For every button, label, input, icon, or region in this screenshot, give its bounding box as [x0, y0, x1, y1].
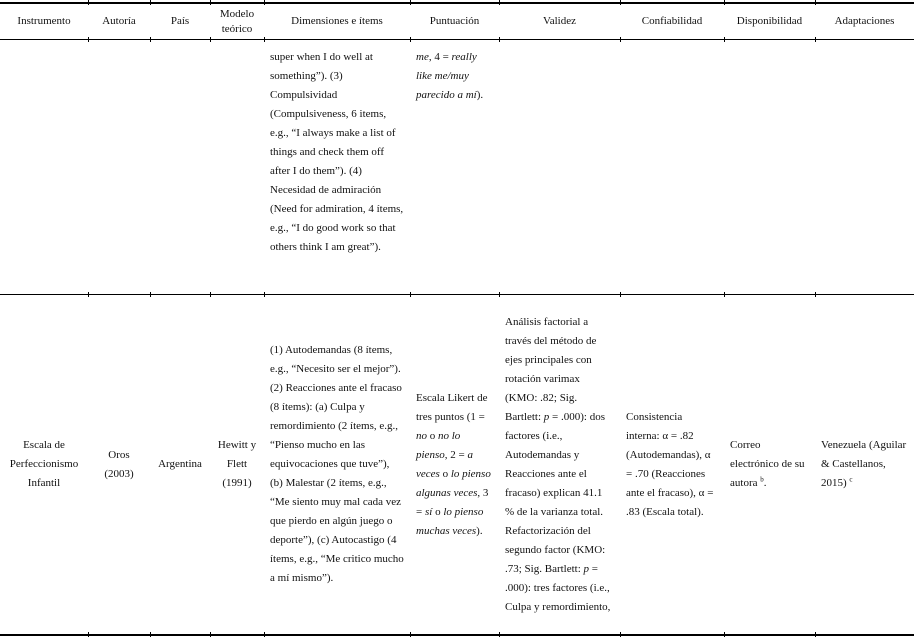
- text-segment: really like me/muy parecido a mí: [416, 51, 477, 101]
- table-cell: [724, 295, 815, 636]
- table-cell: [264, 40, 410, 295]
- paper-table: [0, 2, 914, 636]
- text-segment: me: [416, 51, 429, 63]
- text-segment: Consistencia interna: α = .82 (Autodemandas), α = .70 (Reacciones ante el fracaso), α = .83 (Escala total).: [626, 410, 714, 518]
- table-cell: [620, 295, 724, 636]
- column-tick: [410, 37, 411, 42]
- table-header: [0, 3, 914, 40]
- table-cell: [499, 295, 620, 636]
- column-tick: [88, 37, 89, 42]
- column-tick: [724, 292, 725, 297]
- table-cell: [210, 295, 264, 636]
- text-segment: lo pienso algunas veces: [416, 467, 491, 499]
- text-segment: Análisis factorial a través del método de ejes principales con rotación varimax (KMO: .82; Sig. Bartlett:: [505, 315, 597, 423]
- table-cell: [724, 40, 815, 295]
- column-tick: [210, 37, 211, 42]
- column-tick: [815, 37, 816, 42]
- text-segment: , 3 =: [416, 486, 489, 518]
- column-header-validez: Validez: [499, 3, 620, 40]
- text-segment: Escala de Perfeccionismo Infantil: [9, 439, 79, 489]
- column-tick: [210, 292, 211, 297]
- column-tick: [264, 37, 265, 42]
- text-segment: o: [439, 467, 451, 480]
- table-cell: [620, 40, 724, 295]
- column-tick: [410, 292, 411, 297]
- column-tick: [264, 292, 265, 297]
- text-segment: Oros (2003): [104, 448, 134, 480]
- column-header-confiabilidad: Confiabilidad: [620, 3, 724, 40]
- text-segment: Argentina: [158, 458, 202, 470]
- footnote-marker: b: [760, 475, 764, 484]
- table-cell: [815, 40, 914, 295]
- column-tick: [150, 0, 151, 5]
- column-tick: [620, 632, 621, 637]
- text-segment: p: [543, 410, 550, 423]
- column-tick: [264, 0, 265, 5]
- column-tick: [815, 632, 816, 637]
- column-tick: [410, 632, 411, 637]
- column-tick: [88, 0, 89, 5]
- text-segment: Escala Likert de tres puntos (1 =: [416, 391, 488, 423]
- table-cell: [0, 40, 88, 295]
- text-segment: Hewitt y Flett (1991): [217, 439, 257, 489]
- table-cell: [88, 295, 150, 636]
- text-segment: p: [583, 562, 590, 575]
- column-tick: [210, 0, 211, 5]
- header-row: [0, 3, 914, 40]
- table-cell: [264, 295, 410, 636]
- column-tick: [620, 292, 621, 297]
- column-header-modelo-teorico: Modelo teórico: [210, 3, 264, 40]
- text-segment: sí: [424, 505, 433, 518]
- column-tick: [815, 292, 816, 297]
- column-header-dimensiones: Dimensiones e ítems: [264, 3, 410, 40]
- table-cell: [0, 295, 88, 636]
- row-escala-perfeccionismo-infantil: [0, 295, 914, 636]
- column-tick: [620, 0, 621, 5]
- column-tick: [150, 632, 151, 637]
- column-tick: [210, 632, 211, 637]
- column-header-puntuacion: Puntuación: [410, 3, 499, 40]
- text-segment: (1) Autodemandas (8 ítems, e.g., “Necesito ser el mejor”). (2) Reacciones ante el fracaso (8 ítems): (a) Culpa y remordimiento (2 ítems, e.g., “Pienso mucho en las equivocaciones que tuve”), (b) Malestar (2 ítems, e.g., “Me siento muy mal cada vez que pierdo en algún juego o deporte”), (c) Autocastigo (4 ítems, e.g., “Me critico mucho a mí mismo”).: [270, 344, 404, 584]
- column-tick: [88, 292, 89, 297]
- text-segment: ).: [476, 89, 484, 101]
- table-cell: [815, 295, 914, 636]
- column-header-disponibilidad: Disponibilidad: [724, 3, 815, 40]
- column-header-pais: País: [150, 3, 210, 40]
- table-cell: [150, 295, 210, 636]
- column-header-autoria: Autoría: [88, 3, 150, 40]
- column-tick: [499, 292, 500, 297]
- footnote-marker: c: [849, 475, 853, 484]
- text-segment: , 2 =: [444, 448, 468, 461]
- column-tick: [724, 632, 725, 637]
- column-tick: [724, 37, 725, 42]
- text-segment: = .000): dos factores (i.e., Autodemandas y Reacciones ante el fracaso) explican 41.1 % de la varianza total. Refactorización del segundo factor (KMO: .73; Sig. Bartlett:: [505, 410, 606, 575]
- column-tick: [410, 0, 411, 5]
- column-tick: [815, 0, 816, 5]
- column-tick: [150, 292, 151, 297]
- table-body: [0, 40, 914, 636]
- text-segment: Venezuela (Aguilar & Castellanos, 2015): [821, 439, 907, 489]
- column-tick: [499, 0, 500, 5]
- text-segment: no lo pienso: [416, 429, 461, 461]
- row-continuation: [0, 40, 914, 295]
- table-cell: [410, 295, 499, 636]
- table-cell: [499, 40, 620, 295]
- text-segment: .: [763, 477, 767, 489]
- column-tick: [499, 37, 500, 42]
- table-cell: [150, 40, 210, 295]
- column-tick: [499, 632, 500, 637]
- column-tick: [724, 0, 725, 5]
- column-tick: [150, 37, 151, 42]
- column-header-adaptaciones: Adaptaciones: [815, 3, 914, 40]
- text-segment: o: [427, 429, 438, 442]
- text-segment: Correo electrónico de su autora: [730, 439, 805, 489]
- text-segment: o: [432, 505, 444, 518]
- column-tick: [264, 632, 265, 637]
- text-segment: = .000): tres factores (i.e., Culpa y remordimiento,: [505, 562, 611, 613]
- table-cell: [210, 40, 264, 295]
- text-segment: super when I do well at something”). (3) Compulsividad (Compulsiveness, 6 items, e.g., “I always make a list of things and check them off after I do them”). (4) Necesidad de admiración (Need for admiration, 4 ítems, e.g., “I do good work so that others think I am great”).: [270, 51, 404, 253]
- text-segment: a veces: [416, 448, 473, 480]
- text-segment: no: [416, 429, 427, 442]
- instruments-table: [0, 2, 914, 636]
- text-segment: lo pienso muchas veces: [416, 505, 484, 537]
- table-cell: [88, 40, 150, 295]
- column-tick: [620, 37, 621, 42]
- table-cell: [410, 40, 499, 295]
- text-segment: ).: [476, 524, 483, 537]
- column-tick: [88, 632, 89, 637]
- column-header-instrumento: Instrumento: [0, 3, 88, 40]
- text-segment: , 4 =: [428, 51, 452, 63]
